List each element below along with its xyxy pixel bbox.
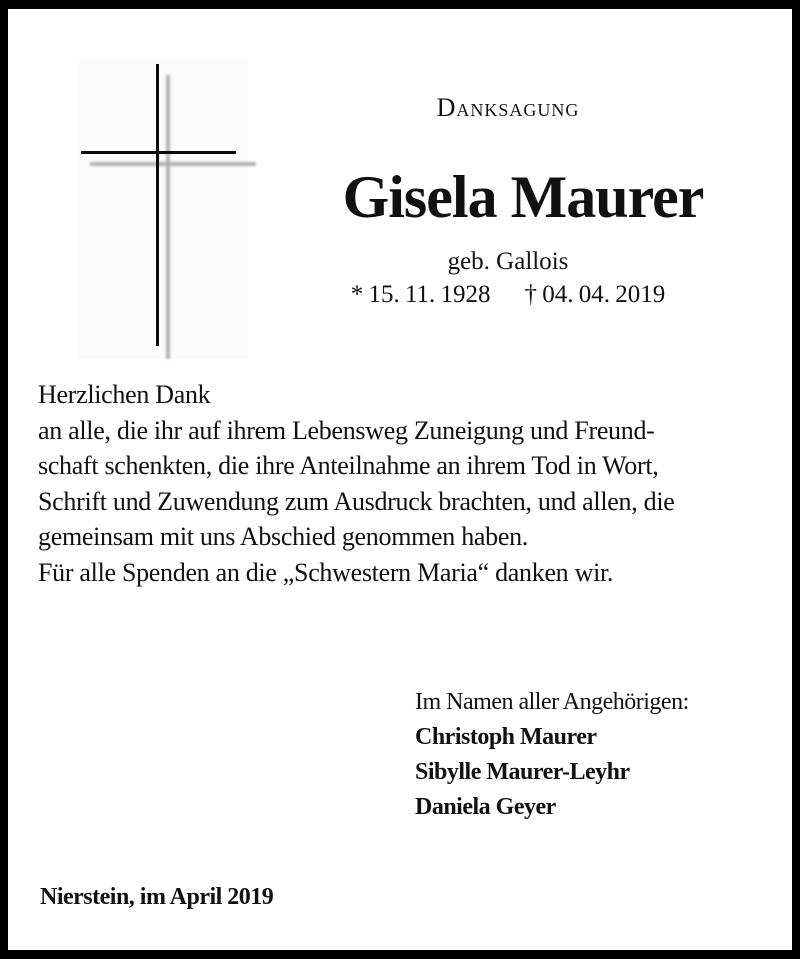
- notice-heading: Danksagung: [436, 93, 580, 122]
- donation-line: Für alle Spenden an die „Schwestern Maria“ danken wir.: [38, 557, 614, 587]
- message-line: an alle, die ihr auf ihrem Lebensweg Zuneigung und Freund-: [38, 415, 655, 445]
- cross-shadow-vertical: [166, 75, 170, 359]
- thanks-message: [38, 377, 778, 590]
- deceased-name: Gisela Maurer: [342, 164, 704, 230]
- signatory-name: Christoph Maurer: [415, 724, 597, 750]
- place-and-date: Nierstein, im April 2019: [40, 884, 274, 910]
- signature-intro: Im Namen aller Angehörigen:: [415, 689, 689, 715]
- greeting: Herzlichen Dank: [38, 380, 211, 409]
- birth-symbol: *: [350, 281, 364, 308]
- maiden-name: geb. Gallois: [447, 248, 569, 275]
- death-date: 04. 04. 2019: [542, 281, 666, 308]
- latin-cross-icon: [78, 59, 248, 359]
- death-dagger-icon: †: [524, 281, 538, 308]
- signatory-name: Sibylle Maurer-Leyhr: [415, 759, 630, 785]
- birth-date: 15. 11. 1928: [368, 281, 491, 308]
- message-line: Schrift und Zuwendung zum Ausdruck brachten, und allen, die: [38, 486, 675, 516]
- life-dates: [308, 281, 708, 309]
- message-line: schaft schenkten, die ihre Anteilnahme an ihrem Tod in Wort,: [38, 451, 659, 480]
- signature-block: [415, 685, 689, 825]
- cross-bar-horizontal: [81, 151, 236, 154]
- cross-bar-vertical: [156, 64, 159, 346]
- cross-shadow-horizontal: [90, 162, 256, 166]
- message-line: gemeinsam mit uns Abschied genommen haben.: [38, 522, 528, 551]
- signatory-name: Daniela Geyer: [415, 794, 556, 820]
